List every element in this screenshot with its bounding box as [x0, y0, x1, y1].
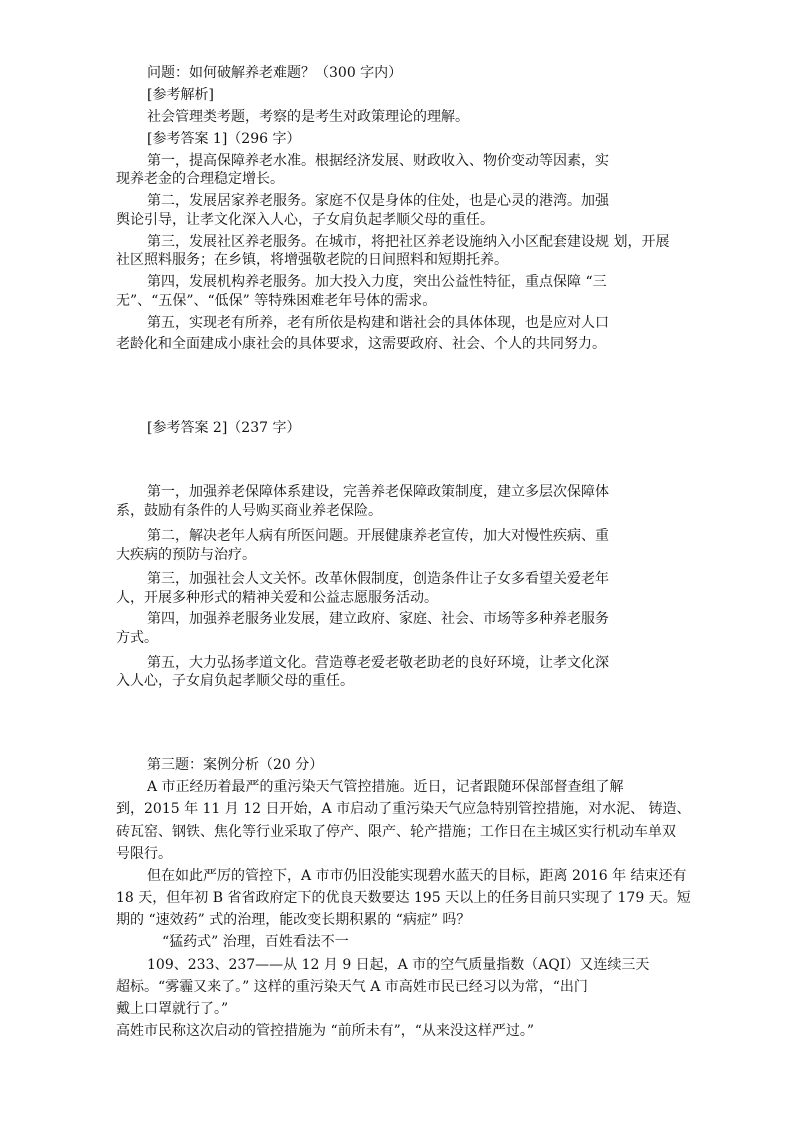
answer1-heading: [参考答案 1]（296 字）: [147, 131, 301, 147]
answer1-line: 第三，发展社区养老服务。在城市，将把社区养老设施纳入小区配套建设规 划，开展: [147, 234, 670, 250]
case-line: 期的 “速效药” 式的治理，能改变长期积累的 “病症” 吗？: [116, 912, 471, 928]
case-line: 戴上口罩就行了。”: [116, 1001, 229, 1017]
answer2-line: 第五，大力弘扬孝道文化。营造尊老爱老敬老助老的良好环境，让孝文化深: [147, 655, 609, 671]
answer2-line: 系，鼓励有条件的人号购买商业养老保险。: [116, 503, 382, 519]
case-line: 109、233、237——从 12 月 9 日起，A 市的空气质量指数（AQI）又连续三天: [147, 957, 650, 973]
case-heading: 第三题：案例分析（20 分）: [147, 757, 324, 773]
answer2-line: 第一，加强养老保障体系建设，完善养老保障政策制度，建立多层次保障体: [147, 484, 609, 500]
analysis-label: [参考解析]: [147, 87, 214, 103]
case-line: 高姓市民称这次启动的管控措施为 “前所未有”，“从来没这样严过。”: [116, 1023, 535, 1039]
answer1-line: 舆论引导，让孝文化深入人心，子女肩负起孝顺父母的重任。: [116, 212, 494, 228]
answer1-line: 第二，发展居家养老服务。家庭不仅是身体的住处，也是心灵的港湾。加强: [147, 193, 609, 209]
answer2-line: 大疾病的预防与治疗。: [116, 547, 256, 563]
case-line: “猛药式” 治理，百姓看法不一: [162, 934, 349, 950]
case-line: 砖瓦窑、钢铁、焦化等行业采取了停产、限产、轮产措施；工作日在主城区实行机动车单双: [116, 824, 676, 840]
answer1-line: 社区照料服务；在乡镇，将增强敬老院的日间照料和短期托养。: [116, 252, 508, 268]
case-line: A 市正经历着最严的重污染天气管控措施。近日，记者跟随环保部督查组了解: [147, 779, 624, 795]
case-line: 号限行。: [116, 846, 172, 862]
answer1-line: 第五，实现老有所养，老有所依是构建和谐社会的具体体现，也是应对人口: [147, 315, 609, 331]
case-line: 超标。“雾霾又来了。” 这样的重污染天气 A 市高姓市民已经习以为常，“出门: [116, 979, 588, 995]
analysis-text: 社会管理类考题，考察的是考生对政策理论的理解。: [147, 109, 469, 125]
answer1-line: 现养老金的合理稳定增长。: [116, 171, 284, 187]
case-line: 到，2015 年 11 月 12 日开始，A 市启动了重污染天气应急特别管控措施，对水泥、 铸造、: [116, 801, 691, 817]
answer2-line: 第三，加强社会人文关怀。改革休假制度，创造条件让子女多看望关爱老年: [147, 571, 609, 587]
answer2-line: 方式。: [116, 630, 158, 646]
answer1-line: 无”、“五保”、“低保” 等特殊困难老年号体的需求。: [116, 293, 437, 309]
answer1-line: 老龄化和全面建成小康社会的具体要求，这需要政府、社会、个人的共同努力。: [116, 336, 606, 352]
answer2-heading: [参考答案 2]（237 字）: [147, 420, 301, 436]
answer2-line: 人，开展多种形式的精神关爱和公益志愿服务活动。: [116, 590, 438, 606]
answer2-line: 第二，解决老年人病有所医问题。开展健康养老宣传，加大对慢性疾病、重: [147, 528, 609, 544]
answer1-line: 第一，提高保障养老水准。根据经济发展、财政收入、物价变动等因素，实: [147, 153, 609, 169]
answer2-line: 入人心，子女肩负起孝顺父母的重任。: [116, 673, 354, 689]
answer1-line: 第四，发展机构养老服务。加大投入力度，突出公益性特征，重点保障 “三: [147, 274, 607, 290]
answer2-line: 第四，加强养老服务业发展，建立政府、家庭、社会、市场等多种养老服务: [147, 611, 609, 627]
question-title: 问题：如何破解养老难题？（300 字内）: [147, 65, 403, 81]
case-line: 18 天，但年初 B 省省政府定下的优良天数要达 195 天以上的任务目前只实现了 179 天。短: [116, 890, 691, 906]
case-line: 但在如此严厉的管控下，A 市市仍旧没能实现碧水蓝天的目标，距离 2016 年 结束还有: [147, 868, 687, 884]
